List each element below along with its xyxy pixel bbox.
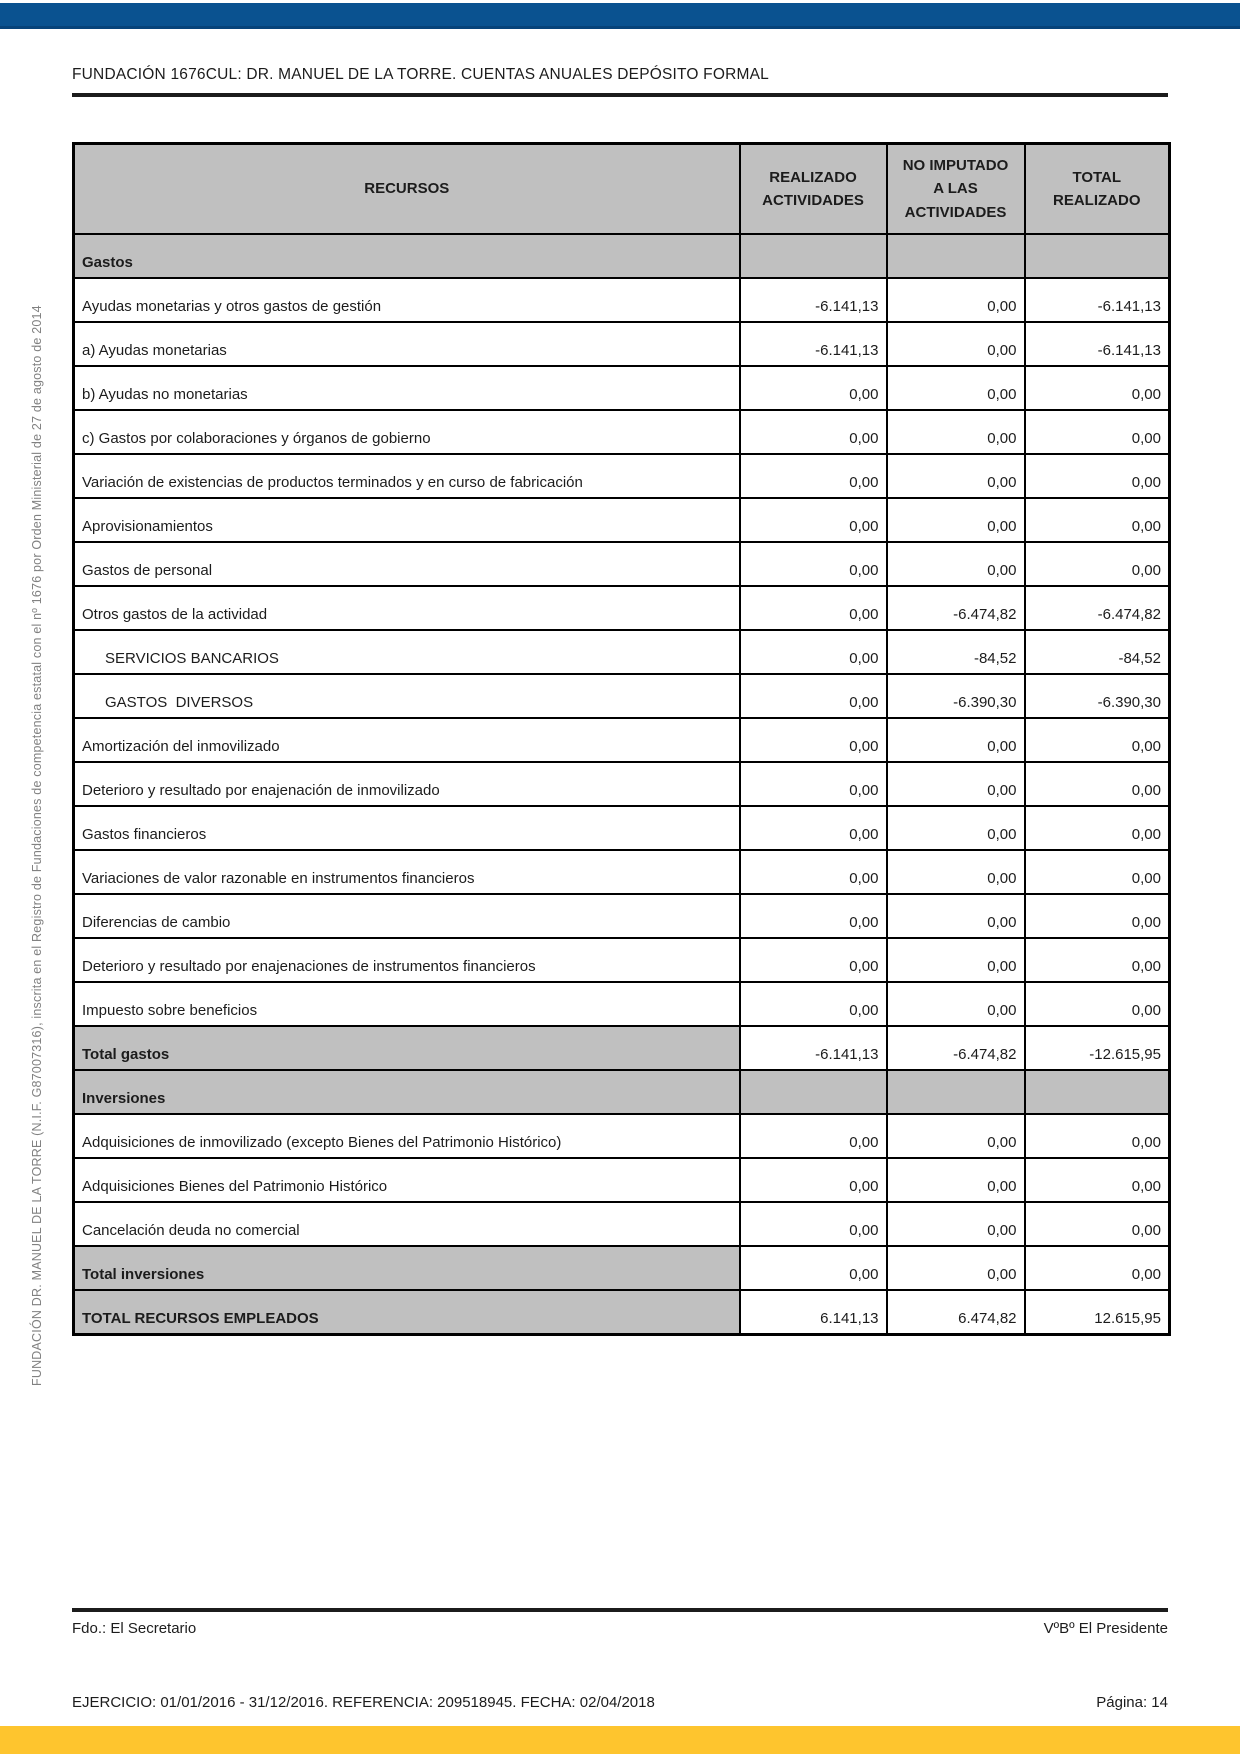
cell-value: 0,00 bbox=[887, 850, 1025, 894]
cell-value: 0,00 bbox=[1025, 410, 1170, 454]
table-row bbox=[74, 278, 1170, 322]
cell-value: 12.615,95 bbox=[1025, 1290, 1170, 1335]
cell-value: 0,00 bbox=[740, 1114, 887, 1158]
table-row bbox=[74, 894, 1170, 938]
president-signature-label: VºBº El Presidente bbox=[1043, 1620, 1168, 1637]
table-row bbox=[74, 542, 1170, 586]
table-row bbox=[74, 322, 1170, 366]
cell-value: 0,00 bbox=[740, 630, 887, 674]
cell-value: 0,00 bbox=[740, 806, 887, 850]
table-row bbox=[74, 1070, 1170, 1114]
cell-value: 0,00 bbox=[1025, 982, 1170, 1026]
cell-value: 0,00 bbox=[887, 1202, 1025, 1246]
cell-value: 0,00 bbox=[887, 894, 1025, 938]
table-row bbox=[74, 1290, 1170, 1335]
row-label: Total inversiones bbox=[74, 1246, 740, 1290]
row-label: Cancelación deuda no comercial bbox=[74, 1202, 740, 1246]
row-label: Adquisiciones de inmovilizado (excepto Bienes del Patrimonio Histórico) bbox=[74, 1114, 740, 1158]
cell-value: -6.390,30 bbox=[887, 674, 1025, 718]
table-row bbox=[74, 498, 1170, 542]
row-label: Variación de existencias de productos terminados y en curso de fabricación bbox=[74, 454, 740, 498]
cell-value: -6.141,13 bbox=[740, 1026, 887, 1070]
row-label: Gastos bbox=[74, 234, 740, 278]
cell-value: 0,00 bbox=[887, 982, 1025, 1026]
cell-value: 0,00 bbox=[887, 278, 1025, 322]
cell-value: 0,00 bbox=[740, 542, 887, 586]
cell-value: 0,00 bbox=[740, 762, 887, 806]
cell-value: -84,52 bbox=[1025, 630, 1170, 674]
cell-value: 0,00 bbox=[740, 1246, 887, 1290]
cell-value: 0,00 bbox=[887, 410, 1025, 454]
empty-cell bbox=[1025, 234, 1170, 278]
cell-value: -6.141,13 bbox=[740, 278, 887, 322]
cell-value: 0,00 bbox=[1025, 542, 1170, 586]
row-label: b) Ayudas no monetarias bbox=[74, 366, 740, 410]
table-row bbox=[74, 938, 1170, 982]
cell-value: 0,00 bbox=[887, 1246, 1025, 1290]
column-header-no-imputado: NO IMPUTADO A LAS ACTIVIDADES bbox=[887, 144, 1025, 235]
cell-value: 0,00 bbox=[740, 894, 887, 938]
cell-value: 0,00 bbox=[887, 1158, 1025, 1202]
row-label: Deterioro y resultado por enajenación de inmovilizado bbox=[74, 762, 740, 806]
table-row bbox=[74, 1026, 1170, 1070]
table-row bbox=[74, 718, 1170, 762]
table-row bbox=[74, 410, 1170, 454]
cell-value: -6.141,13 bbox=[740, 322, 887, 366]
cell-value: 0,00 bbox=[740, 454, 887, 498]
cell-value: 0,00 bbox=[887, 542, 1025, 586]
cell-value: 0,00 bbox=[1025, 806, 1170, 850]
cell-value: 0,00 bbox=[887, 806, 1025, 850]
document-meta-row bbox=[72, 1694, 1168, 1711]
table-row bbox=[74, 586, 1170, 630]
accounts-table bbox=[72, 142, 1171, 1336]
table-row bbox=[74, 1114, 1170, 1158]
table-row bbox=[74, 1158, 1170, 1202]
cell-value: 0,00 bbox=[740, 674, 887, 718]
cell-value: 0,00 bbox=[740, 718, 887, 762]
table-row bbox=[74, 366, 1170, 410]
table-row bbox=[74, 762, 1170, 806]
cell-value: 0,00 bbox=[887, 938, 1025, 982]
cell-value: 0,00 bbox=[887, 322, 1025, 366]
cell-value: -6.390,30 bbox=[1025, 674, 1170, 718]
cell-value: -6.141,13 bbox=[1025, 322, 1170, 366]
cell-value: -6.474,82 bbox=[1025, 586, 1170, 630]
page-title: FUNDACIÓN 1676CUL: DR. MANUEL DE LA TORRE. CUENTAS ANUALES DEPÓSITO FORMAL bbox=[72, 66, 769, 83]
cell-value: 0,00 bbox=[887, 366, 1025, 410]
secretary-signature-label: Fdo.: El Secretario bbox=[72, 1620, 197, 1637]
cell-value: -6.141,13 bbox=[1025, 278, 1170, 322]
column-header-recursos: RECURSOS bbox=[74, 144, 740, 235]
empty-cell bbox=[740, 1070, 887, 1114]
cell-value: 0,00 bbox=[1025, 938, 1170, 982]
cell-value: 0,00 bbox=[1025, 1202, 1170, 1246]
cell-value: 0,00 bbox=[1025, 1246, 1170, 1290]
cell-value: 0,00 bbox=[740, 982, 887, 1026]
cell-value: -6.474,82 bbox=[887, 1026, 1025, 1070]
cell-value: 0,00 bbox=[1025, 718, 1170, 762]
cell-value: 0,00 bbox=[740, 938, 887, 982]
row-label: Deterioro y resultado por enajenaciones de instrumentos financieros bbox=[74, 938, 740, 982]
cell-value: 0,00 bbox=[1025, 762, 1170, 806]
table-row bbox=[74, 674, 1170, 718]
cell-value: 0,00 bbox=[887, 498, 1025, 542]
column-header-total-realizado: TOTAL REALIZADO bbox=[1025, 144, 1170, 235]
cell-value: -12.615,95 bbox=[1025, 1026, 1170, 1070]
top-accent-bar bbox=[0, 3, 1240, 29]
table-row bbox=[74, 234, 1170, 278]
cell-value: 0,00 bbox=[1025, 454, 1170, 498]
cell-value: 0,00 bbox=[1025, 850, 1170, 894]
row-label: GASTOS DIVERSOS bbox=[74, 674, 740, 718]
cell-value: 0,00 bbox=[887, 454, 1025, 498]
table-row bbox=[74, 850, 1170, 894]
row-label: Gastos financieros bbox=[74, 806, 740, 850]
row-label: Variaciones de valor razonable en instrumentos financieros bbox=[74, 850, 740, 894]
empty-cell bbox=[1025, 1070, 1170, 1114]
cell-value: 0,00 bbox=[1025, 1114, 1170, 1158]
table-row bbox=[74, 1202, 1170, 1246]
cell-value: 0,00 bbox=[740, 366, 887, 410]
cell-value: 6.474,82 bbox=[887, 1290, 1025, 1335]
side-registration-text: FUNDACIÓN DR. MANUEL DE LA TORRE (N.I.F. G87007316), inscrita en el Registro de Fundaciones de competencia estatal con el nº 1676 por Orden Ministerial de 27 de agosto de 2014 bbox=[30, 305, 44, 1386]
row-label: Otros gastos de la actividad bbox=[74, 586, 740, 630]
cell-value: -6.474,82 bbox=[887, 586, 1025, 630]
row-label: Amortización del inmovilizado bbox=[74, 718, 740, 762]
table-header-row bbox=[74, 144, 1170, 235]
cell-value: 0,00 bbox=[1025, 366, 1170, 410]
cell-value: 0,00 bbox=[887, 1114, 1025, 1158]
cell-value: 0,00 bbox=[1025, 894, 1170, 938]
signature-rule bbox=[72, 1608, 1168, 1612]
cell-value: 6.141,13 bbox=[740, 1290, 887, 1335]
row-label: Impuesto sobre beneficios bbox=[74, 982, 740, 1026]
cell-value: 0,00 bbox=[1025, 498, 1170, 542]
cell-value: 0,00 bbox=[740, 410, 887, 454]
column-header-realizado-actividades: REALIZADO ACTIVIDADES bbox=[740, 144, 887, 235]
title-rule bbox=[72, 93, 1168, 97]
row-label: a) Ayudas monetarias bbox=[74, 322, 740, 366]
empty-cell bbox=[740, 234, 887, 278]
row-label: Gastos de personal bbox=[74, 542, 740, 586]
empty-cell bbox=[887, 234, 1025, 278]
table-row bbox=[74, 630, 1170, 674]
bottom-accent-bar bbox=[0, 1726, 1240, 1754]
cell-value: 0,00 bbox=[887, 718, 1025, 762]
cell-value: 0,00 bbox=[740, 498, 887, 542]
cell-value: 0,00 bbox=[887, 762, 1025, 806]
cell-value: -84,52 bbox=[887, 630, 1025, 674]
row-label: Adquisiciones Bienes del Patrimonio Histórico bbox=[74, 1158, 740, 1202]
table-row bbox=[74, 982, 1170, 1026]
row-label: c) Gastos por colaboraciones y órganos de gobierno bbox=[74, 410, 740, 454]
cell-value: 0,00 bbox=[1025, 1158, 1170, 1202]
row-label: Inversiones bbox=[74, 1070, 740, 1114]
cell-value: 0,00 bbox=[740, 586, 887, 630]
row-label: Aprovisionamientos bbox=[74, 498, 740, 542]
row-label: SERVICIOS BANCARIOS bbox=[74, 630, 740, 674]
empty-cell bbox=[887, 1070, 1025, 1114]
exercise-reference-info: EJERCICIO: 01/01/2016 - 31/12/2016. REFERENCIA: 209518945. FECHA: 02/04/2018 bbox=[72, 1694, 655, 1711]
row-label: Diferencias de cambio bbox=[74, 894, 740, 938]
cell-value: 0,00 bbox=[740, 850, 887, 894]
signature-row bbox=[72, 1620, 1168, 1637]
row-label: Total gastos bbox=[74, 1026, 740, 1070]
row-label: Ayudas monetarias y otros gastos de gestión bbox=[74, 278, 740, 322]
cell-value: 0,00 bbox=[740, 1158, 887, 1202]
cell-value: 0,00 bbox=[740, 1202, 887, 1246]
table-row bbox=[74, 454, 1170, 498]
page-number: Página: 14 bbox=[1096, 1694, 1168, 1711]
table-row bbox=[74, 806, 1170, 850]
table-row bbox=[74, 1246, 1170, 1290]
row-label: TOTAL RECURSOS EMPLEADOS bbox=[74, 1290, 740, 1335]
